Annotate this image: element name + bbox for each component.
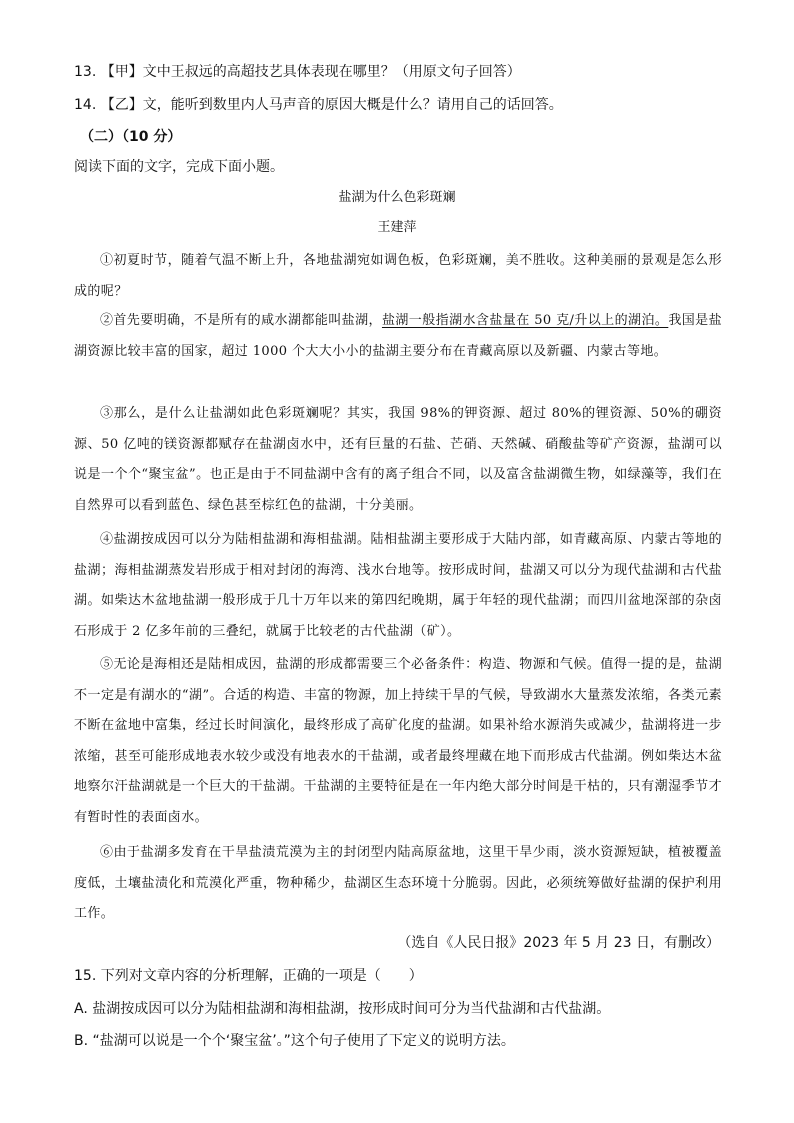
section-heading: （二）（10 分） (80, 129, 182, 145)
paragraph-4: ④盐湖按成因可以分为陆相盐湖和海相盐湖。陆相盐湖主要形成于大陆内部，如青藏高原、内蒙古等地的盐湖；海相盐湖蒸发岩形成于相对封闭的海湾、浅水台地等。按形成时间，盐湖又可以分为现代盐湖和古代盐湖。如柴达木盆地盐湖一般形成于几十万年以来的第四纪晚期，属于年轻的现代盐湖；而四川盆地深部的杂卤石形成于 2 亿多年前的三叠纪，就属于比较老的古代盐湖（矿）。 (74, 532, 722, 639)
question-15-option-b: B. “盐湖可以说是一个个‘聚宝盆’。”这个句子使用了下定义的说明方法。 (74, 1033, 515, 1049)
question-15-option-a: A. 盐湖按成因可以分为陆相盐湖和海相盐湖，按形成时间可分为当代盐湖和古代盐湖。 (74, 1001, 611, 1017)
article-source: （选自《人民日报》2023 年 5 月 23 日，有删改） (397, 935, 720, 951)
paragraph-3: ③那么，是什么让盐湖如此色彩斑斓呢？其实，我国 98%的钾资源、超过 80%的锂资源、50%的硼资源、50 亿吨的镁资源都赋存在盐湖卤水中，还有巨量的石盐、芒硝、天然碱、硝酸盐等矿产资源，盐湖可以说是一个个“聚宝盆”。也正是由于不同盐湖中含有的离子组合不同，以及富含盐湖微生物，如绿藻等，我们在自然界可以看到蓝色、绿色甚至棕红色的盐湖，十分美丽。 (74, 406, 722, 513)
article-title: 盐湖为什么色彩斑斓 (338, 190, 456, 205)
question-15-stem: 15. 下列对文章内容的分析理解，正确的一项是（ ） (74, 968, 423, 984)
underlined-definition: 盐湖一般指湖水含盐量在 50 克/升以上的湖泊。 (381, 313, 669, 328)
article-author: 王建萍 (377, 220, 417, 235)
paragraph-2-text-b: 我国是盐湖资源比较丰富的国家，超过 1000 个大大小小的盐湖主要分布在青藏高原以及新疆、内蒙古等地。 (74, 313, 722, 359)
question-13: 13. 【甲】文中王叔远的高超技艺具体表现在哪里？（用原文句子回答） (74, 64, 521, 80)
paragraph-1: ①初夏时节，随着气温不断上升，各地盐湖宛如调色板，色彩斑斓，美不胜收。这种美丽的景观是怎么形成的呢？ (74, 253, 722, 299)
paragraph-2 (74, 306, 722, 367)
paragraph-5: ⑤无论是海相还是陆相成因，盐湖的形成都需要三个必备条件：构造、物源和气候。值得一提的是，盐湖不一定是有湖水的“湖”。合适的构造、丰富的物源，加上持续干旱的气候，导致湖水大量蒸发浓缩，各类元素不断在盆地中富集，经过长时间演化，最终形成了高矿化度的盐湖。如果补给水源消失或减少，盐湖将进一步浓缩，甚至可能形成地表水较少或没有地表水的干盐湖，或者最终埋藏在地下而形成古代盐湖。例如柴达木盆地察尔汗盐湖就是一个巨大的干盐湖。干盐湖的主要特征是在一年内绝大部分时间是干枯的，只有潮湿季节才有暂时性的表面卤水。 (74, 657, 722, 825)
paragraph-6: ⑥由于盐湖多发育在干旱盐渍荒漠为主的封闭型内陆高原盆地，这里干旱少雨，淡水资源短缺，植被覆盖度低，土壤盐渍化和荒漠化严重，物种稀少，盐湖区生态环境十分脆弱。因此，必须统筹做好盐湖的保护利用工作。 (74, 845, 722, 921)
reading-instruction: 阅读下面的文字，完成下面小题。 (74, 159, 284, 175)
paragraph-2-text-a: ②首先要明确，不是所有的咸水湖都能叫盐湖， (100, 313, 382, 328)
question-14: 14. 【乙】文，能听到数里内人马声音的原因大概是什么？请用自己的话回答。 (74, 97, 563, 113)
